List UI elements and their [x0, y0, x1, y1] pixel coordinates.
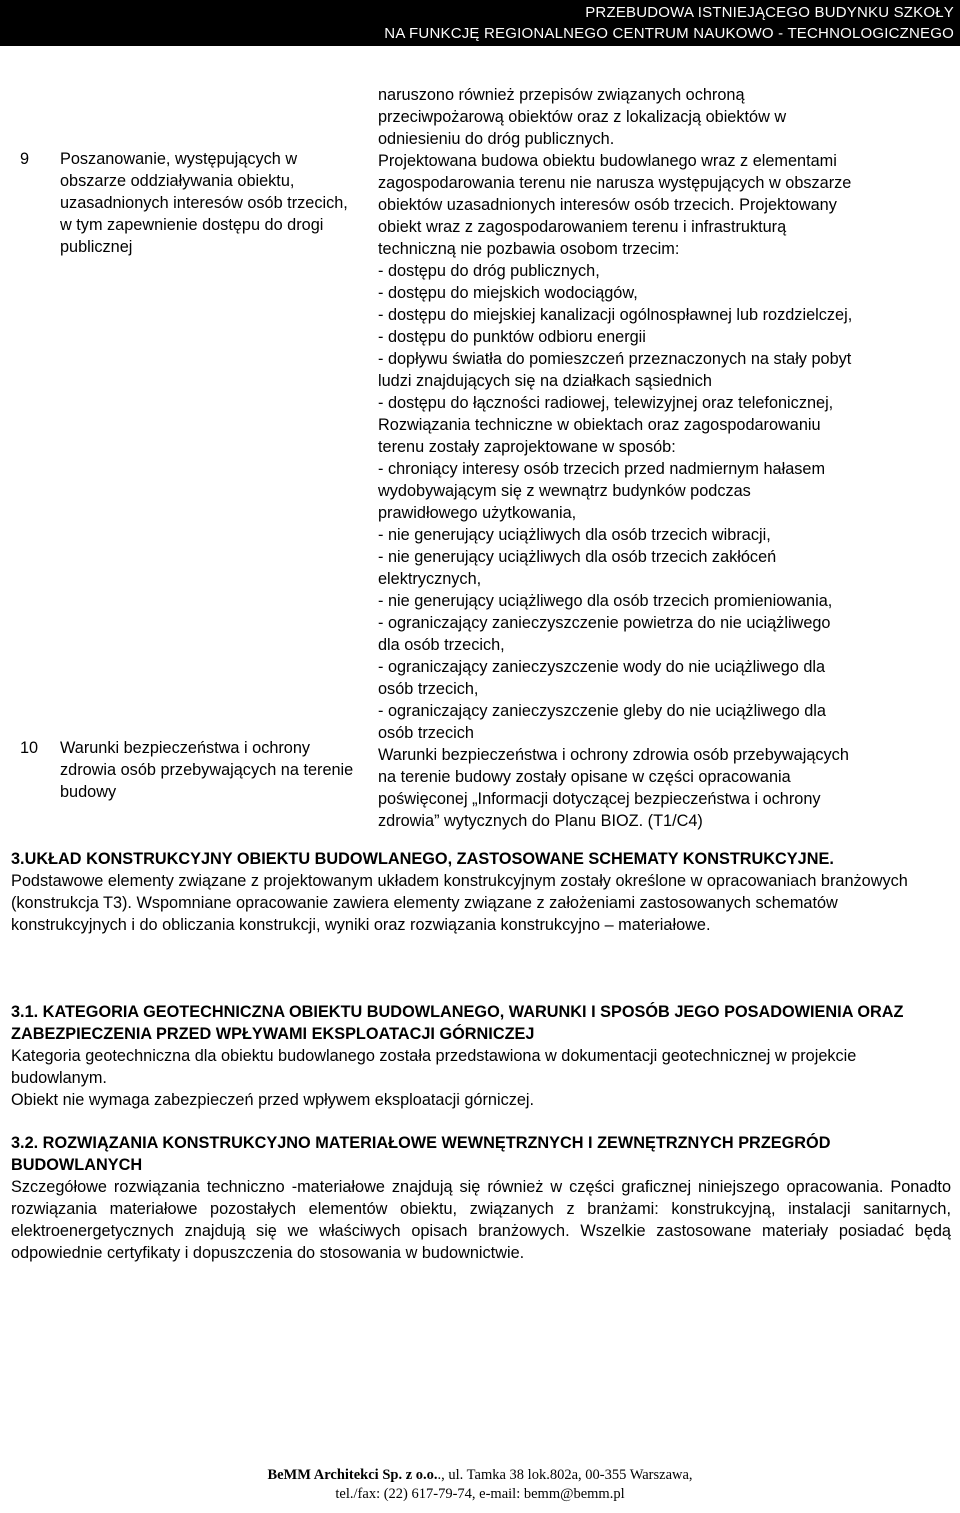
description-line: osób trzecich,	[378, 680, 479, 698]
description-line: terenu zostały zaprojektowane w sposób:	[378, 438, 676, 456]
description-line: - nie generujący uciążliwych dla osób trzecich wibracji,	[378, 526, 771, 544]
description-line: elektrycznych,	[378, 570, 482, 588]
section-heading: 3.2. ROZWIĄZANIA KONSTRUKCYJNO MATERIAŁOWE WEWNĘTRZNYCH I ZEWNĘTRZNYCH PRZEGRÓD BUDOWLANYCH	[11, 1134, 831, 1174]
section-3-1	[11, 1001, 951, 1111]
row-number: 9	[20, 150, 30, 168]
description-line: - ograniczający zanieczyszczenie powietrza do nie uciążliwego	[378, 614, 831, 632]
description-line: zdrowia” wytycznych do Planu BIOZ. (T1/C4)	[378, 812, 703, 830]
row-description	[378, 84, 953, 832]
description-line: obiektów uzasadnionych interesów osób trzecich. Projektowany	[378, 196, 837, 214]
page-footer	[0, 1466, 960, 1504]
footer-company: BeMM Architekci Sp. z o.o.	[267, 1467, 438, 1483]
description-line: - dostępu do dróg publicznych,	[378, 262, 600, 280]
description-line: - dostępu do miejskich wodociągów,	[378, 284, 638, 302]
description-line: - dopływu światła do pomieszczeń przeznaczonych na stały pobyt	[378, 350, 852, 368]
description-line: - nie generujący uciążliwych dla osób trzecich zakłóceń	[378, 548, 777, 566]
description-line: obiekt wraz z zagospodarowaniem terenu i infrastrukturą	[378, 218, 787, 236]
description-line: Rozwiązania techniczne w obiektach oraz zagospodarowaniu	[378, 416, 821, 434]
description-line: techniczną nie pozbawia osobom trzecim:	[378, 240, 680, 258]
footer-address: ., ul. Tamka 38 lok.802a, 00-355 Warszawa,	[437, 1467, 693, 1483]
section-3-2	[11, 1132, 951, 1264]
header-title-line2: NA FUNKCJĘ REGIONALNEGO CENTRUM NAUKOWO - TECHNOLOGICZNEGO	[384, 25, 954, 42]
description-line: - ograniczający zanieczyszczenie gleby do nie uciążliwego dla	[378, 702, 826, 720]
description-line: naruszono również przepisów związanych ochroną	[378, 86, 745, 104]
description-line: - chroniący interesy osób trzecich przed nadmiernym hałasem	[378, 460, 826, 478]
section-body: Kategoria geotechniczna dla obiektu budowlanego została przedstawiona w dokumentacji geotechnicznej w projekcie budowlanym.	[11, 1047, 857, 1087]
description-line: wydobywającym się z wewnątrz budynków podczas	[378, 482, 751, 500]
section-body: Podstawowe elementy związane z projektowanym układem konstrukcyjnym zostały określone w opracowaniach branżowych (konstrukcja T3). Wspomniane opracowanie zawiera elementy związane z założeniami zastosowanych schematów konstrukcyjnych i do obliczania konstrukcji, wyniki oraz rozwiązania konstrukcyjno – materiałowe.	[11, 872, 908, 934]
description-line: odniesieniu do dróg publicznych.	[378, 130, 615, 148]
description-line: - ograniczający zanieczyszczenie wody do nie uciążliwego dla	[378, 658, 826, 676]
section-heading: 3.UKŁAD KONSTRUKCYJNY OBIEKTU BUDOWLANEGO, ZASTOSOWANE SCHEMATY KONSTRUKCYJNE.	[11, 850, 834, 868]
section-heading: 3.1. KATEGORIA GEOTECHNICZNA OBIEKTU BUDOWLANEGO, WARUNKI I SPOSÓB JEGO POSADOWIENIA ORAZ ZABEZPIECZENIA PRZED WPŁYWAMI EKSPLOATACJI GÓRNICZEJ	[11, 1003, 904, 1043]
description-line: - dostępu do miejskiej kanalizacji ogólnospławnej lub rozdzielczej,	[378, 306, 853, 324]
description-line: Projektowana budowa obiektu budowlanego wraz z elementami	[378, 152, 837, 170]
description-line: - dostępu do punktów odbioru energii	[378, 328, 646, 346]
description-line: poświęconej „Informacji dotyczącej bezpieczeństwa i ochrony	[378, 790, 821, 808]
description-line: zagospodarowania terenu nie narusza występujących w obszarze	[378, 174, 852, 192]
header-title-line1: PRZEBUDOWA ISTNIEJĄCEGO BUDYNKU SZKOŁY	[585, 4, 954, 21]
description-line: dla osób trzecich,	[378, 636, 505, 654]
row-criterion: Warunki bezpieczeństwa i ochrony zdrowia osób przebywających na terenie budowy	[60, 739, 354, 801]
description-line: osób trzecich	[378, 724, 474, 742]
description-line: prawidłowego użytkowania,	[378, 504, 577, 522]
section-body: Szczegółowe rozwiązania techniczno -materiałowe znajdują się również w części graficznej niniejszego opracowania. Ponadto rozwiązania materiałowe pozostałych elementów obiektu, związanych z branżami: konstrukcyjną, instalacji sanitarnych, elektroenergetycznych znajdują się we właściwych opisach branżowych. Wszelkie zastosowane materiały posiadać będą odpowiednie certyfikaty i dopuszczenia do stosowania w budownictwie.	[11, 1178, 951, 1262]
description-line: na terenie budowy zostały opisane w części opracowania	[378, 768, 791, 786]
row-number: 10	[20, 739, 39, 757]
description-line: Warunki bezpieczeństwa i ochrony zdrowia osób przebywających	[378, 746, 849, 764]
footer-contact: tel./fax: (22) 617-79-74, e-mail: bemm@bemm.pl	[335, 1486, 625, 1502]
section-body: Obiekt nie wymaga zabezpieczeń przed wpływem eksploatacji górniczej.	[11, 1091, 535, 1109]
document-header	[0, 0, 960, 46]
section-3	[11, 848, 951, 936]
row-criterion: Poszanowanie, występujących w obszarze oddziaływania obiektu, uzasadnionych interesów osób trzecich, w tym zapewnienie dostępu do drogi publicznej	[60, 150, 348, 256]
description-line: - nie generujący uciążliwego dla osób trzecich promieniowania,	[378, 592, 833, 610]
description-line: przeciwpożarową obiektów oraz z lokalizacją obiektów w	[378, 108, 787, 126]
footer-line1	[0, 1466, 960, 1485]
description-line: - dostępu do łączności radiowej, telewizyjnej oraz telefonicznej,	[378, 394, 834, 412]
description-line: ludzi znajdujących się na działkach sąsiednich	[378, 372, 712, 390]
